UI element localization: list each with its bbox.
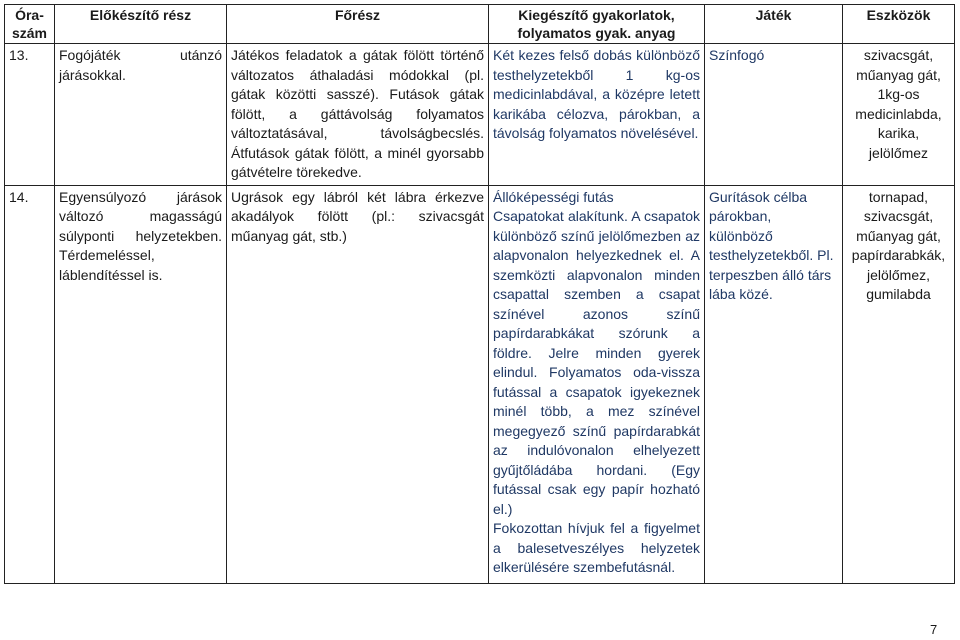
header-game: Játék: [705, 5, 843, 44]
header-main: Főrész: [227, 5, 489, 44]
header-hour-line1: Óra-: [15, 7, 44, 23]
header-tools: Eszközök: [843, 5, 955, 44]
prep-cell: Fogójáték utánzó járásokkal.: [55, 44, 227, 186]
game-cell: Színfogó: [705, 44, 843, 186]
supplementary-cell: Két kezes felső dobás különböző testhelyzetekből 1 kg-os medicinlabdával, a középre letett karikába célozva, párokban, a távolság folyamatos növelésével.: [489, 44, 705, 186]
prep-cell: Egyensúlyozó járások változó magasságú súlyponti helyzetekben. Térdemeléssel, láblendítéssel is.: [55, 185, 227, 583]
header-prep: Előkészítő rész: [55, 5, 227, 44]
tools-cell: szivacsgát, műanyag gát, 1kg-os medicinlabda, karika, jelölőmez: [843, 44, 955, 186]
row-number: 14.: [5, 185, 55, 583]
supplementary-cell: Állóképességi futás Csapatokat alakítunk. A csapatok különböző színű jelölőmezben az alapvonalon helyezkednek el. A szemközti alapvonalon minden csapattal szemben a csapat színével azonos színű papírdarabkákat szórunk a földre. Jelre minden gyerek elindul. Folyamatos oda-vissza futással a csapatok igyekeznek minél több, a mez színével megegyező színű papírdarabkát az indulóvonalon elhelyezett gyűjtőládába hordani. (Egy futással csak egy papír hozható el.) Fokozottan hívjuk fel a figyelmet a balesetveszélyes helyzetek elkerülésére szembefutásnál.: [489, 185, 705, 583]
header-supp-line2: folyamatos gyak. anyag: [517, 25, 676, 41]
lesson-plan-table: [4, 4, 955, 584]
table-row: [5, 44, 955, 186]
header-row: [5, 5, 955, 44]
tools-cell: tornapad, szivacsgát, műanyag gát, papírdarabkák, jelölőmez, gumilabda: [843, 185, 955, 583]
header-hour-line2: szám: [11, 25, 48, 41]
header-hour: [5, 5, 55, 44]
row-number: 13.: [5, 44, 55, 186]
header-supp-line1: Kiegészítő gyakorlatok,: [518, 7, 675, 23]
main-cell: Játékos feladatok a gátak fölött történő változatos áthaladási módokkal (pl. gátak közötti sasszé). Futások gátak fölött, a gáttávolság folyamatos változtatásával, távolságbecslés. Átfutások gátak fölött, a minél gyorsabb gátvételre törekedve.: [227, 44, 489, 186]
header-supplementary: [489, 5, 705, 44]
page-number: 7: [930, 622, 938, 637]
table-row: [5, 185, 955, 583]
game-cell: Gurítások célba párokban, különböző testhelyzetekből. Pl. terpeszben álló társ lába közé.: [705, 185, 843, 583]
main-cell: Ugrások egy lábról két lábra érkezve akadályok fölött (pl.: szivacsgát műanyag gát, stb.): [227, 185, 489, 583]
